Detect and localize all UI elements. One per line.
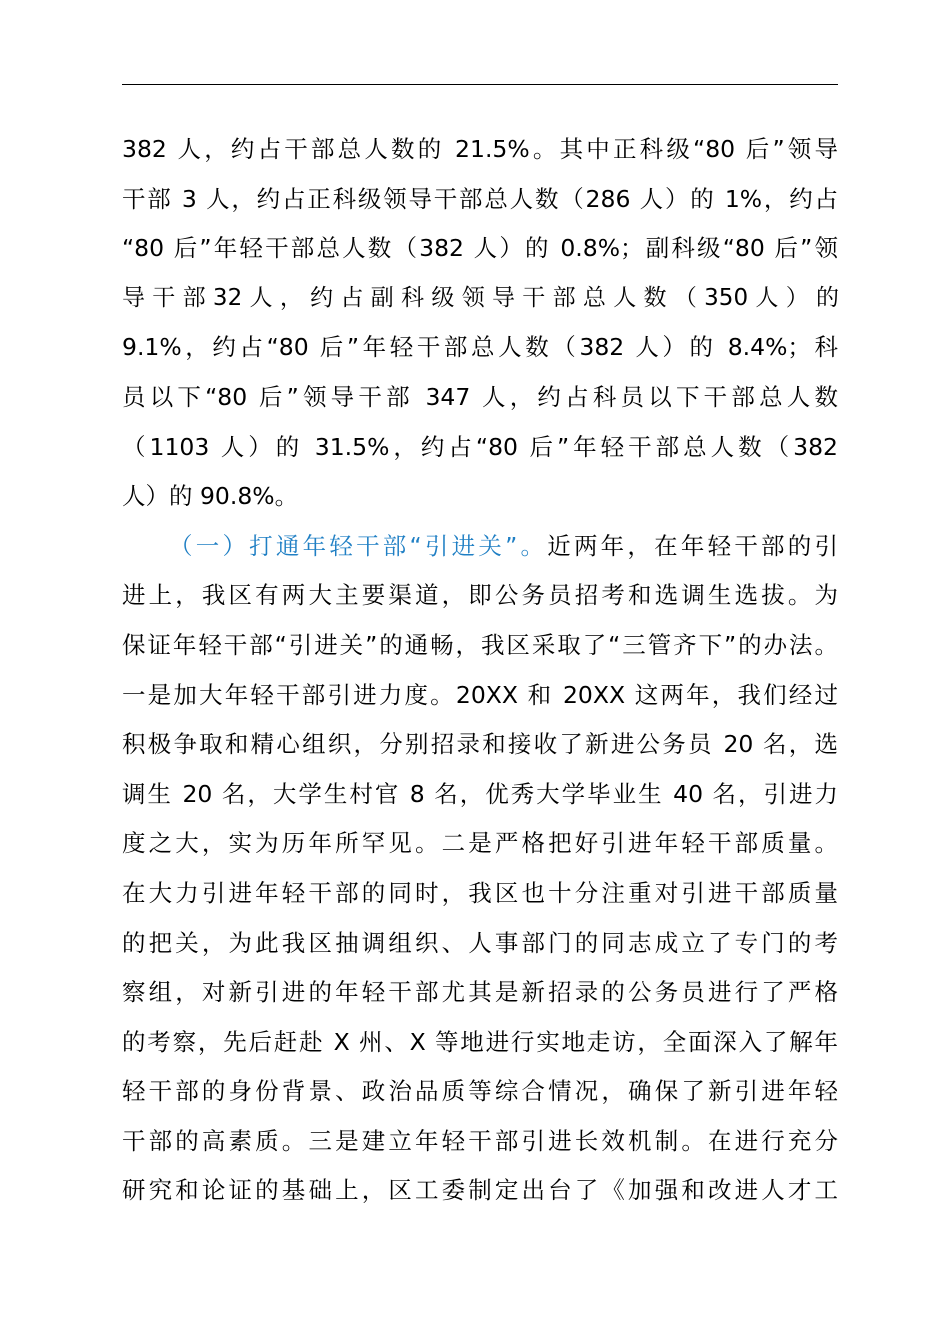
text-line: 员以下“80 后”领导干部 347 人，约占科员以下干部总人数: [122, 382, 838, 411]
text-line: 9.1%，约占“80 后”年轻干部总人数（382 人）的 8.4%；科: [122, 333, 838, 362]
header-rule: [122, 84, 838, 85]
paragraph-first-line-rest: 近两年，在年轻干部的引: [547, 531, 838, 560]
text-line: 在大力引进年轻干部的同时，我区也十分注重对引进干部质量: [122, 878, 838, 907]
text-line: 的把关，为此我区抽调组织、人事部门的同志成立了专门的考: [122, 928, 838, 957]
text-line: 保证年轻干部“引进关”的通畅，我区采取了“三管齐下”的办法。: [122, 630, 838, 659]
section-heading: （一）打通年轻干部“引进关”。: [169, 531, 548, 560]
text-line: 察组，对新引进的年轻干部尤其是新招录的公务员进行了严格: [122, 978, 838, 1007]
text-line: 度之大，实为历年所罕见。二是严格把好引进年轻干部质量。: [122, 829, 838, 858]
text-line: 一是加大年轻干部引进力度。20XX 和 20XX 这两年，我们经过: [122, 680, 838, 709]
text-line: （1103 人）的 31.5%，约占“80 后”年轻干部总人数（382: [122, 432, 838, 461]
text-line: “80 后”年轻干部总人数（382 人）的 0.8%；副科级“80 后”领: [122, 234, 838, 263]
text-line-first: [122, 522, 838, 572]
text-line: 的考察，先后赶赴 X 州、X 等地进行实地走访，全面深入了解年: [122, 1027, 838, 1056]
text-line: 进上，我区有两大主要渠道，即公务员招考和选调生选拔。为: [122, 581, 838, 610]
text-line: 382 人，约占干部总人数的 21.5%。其中正科级“80 后”领导: [122, 135, 838, 163]
paragraph-statistics: [122, 125, 838, 522]
text-line: 积极争取和精心组织，分别招录和接收了新进公务员 20 名，选: [122, 730, 838, 759]
text-line: 导 干 部 32 人 ， 约 占 副 科 级 领 导 干 部 总 人 数 （ 350 人 ） 的: [122, 284, 840, 311]
text-line: 干部的高素质。三是建立年轻干部引进长效机制。在进行充分: [122, 1126, 838, 1155]
document-body: [122, 125, 838, 1216]
text-line: 轻干部的身份背景、政治品质等综合情况，确保了新引进年轻: [122, 1077, 838, 1106]
text-line: 干部 3 人，约占正科级领导干部总人数（286 人）的 1%，约占: [122, 184, 838, 213]
text-line: 调生 20 名，大学生村官 8 名，优秀大学毕业生 40 名，引进力: [122, 779, 838, 808]
text-line: 研究和论证的基础上，区工委制定出台了《加强和改进人才工: [122, 1176, 838, 1205]
paragraph-recruitment: [122, 522, 838, 1216]
text-line: 人）的 90.8%。: [122, 482, 299, 511]
